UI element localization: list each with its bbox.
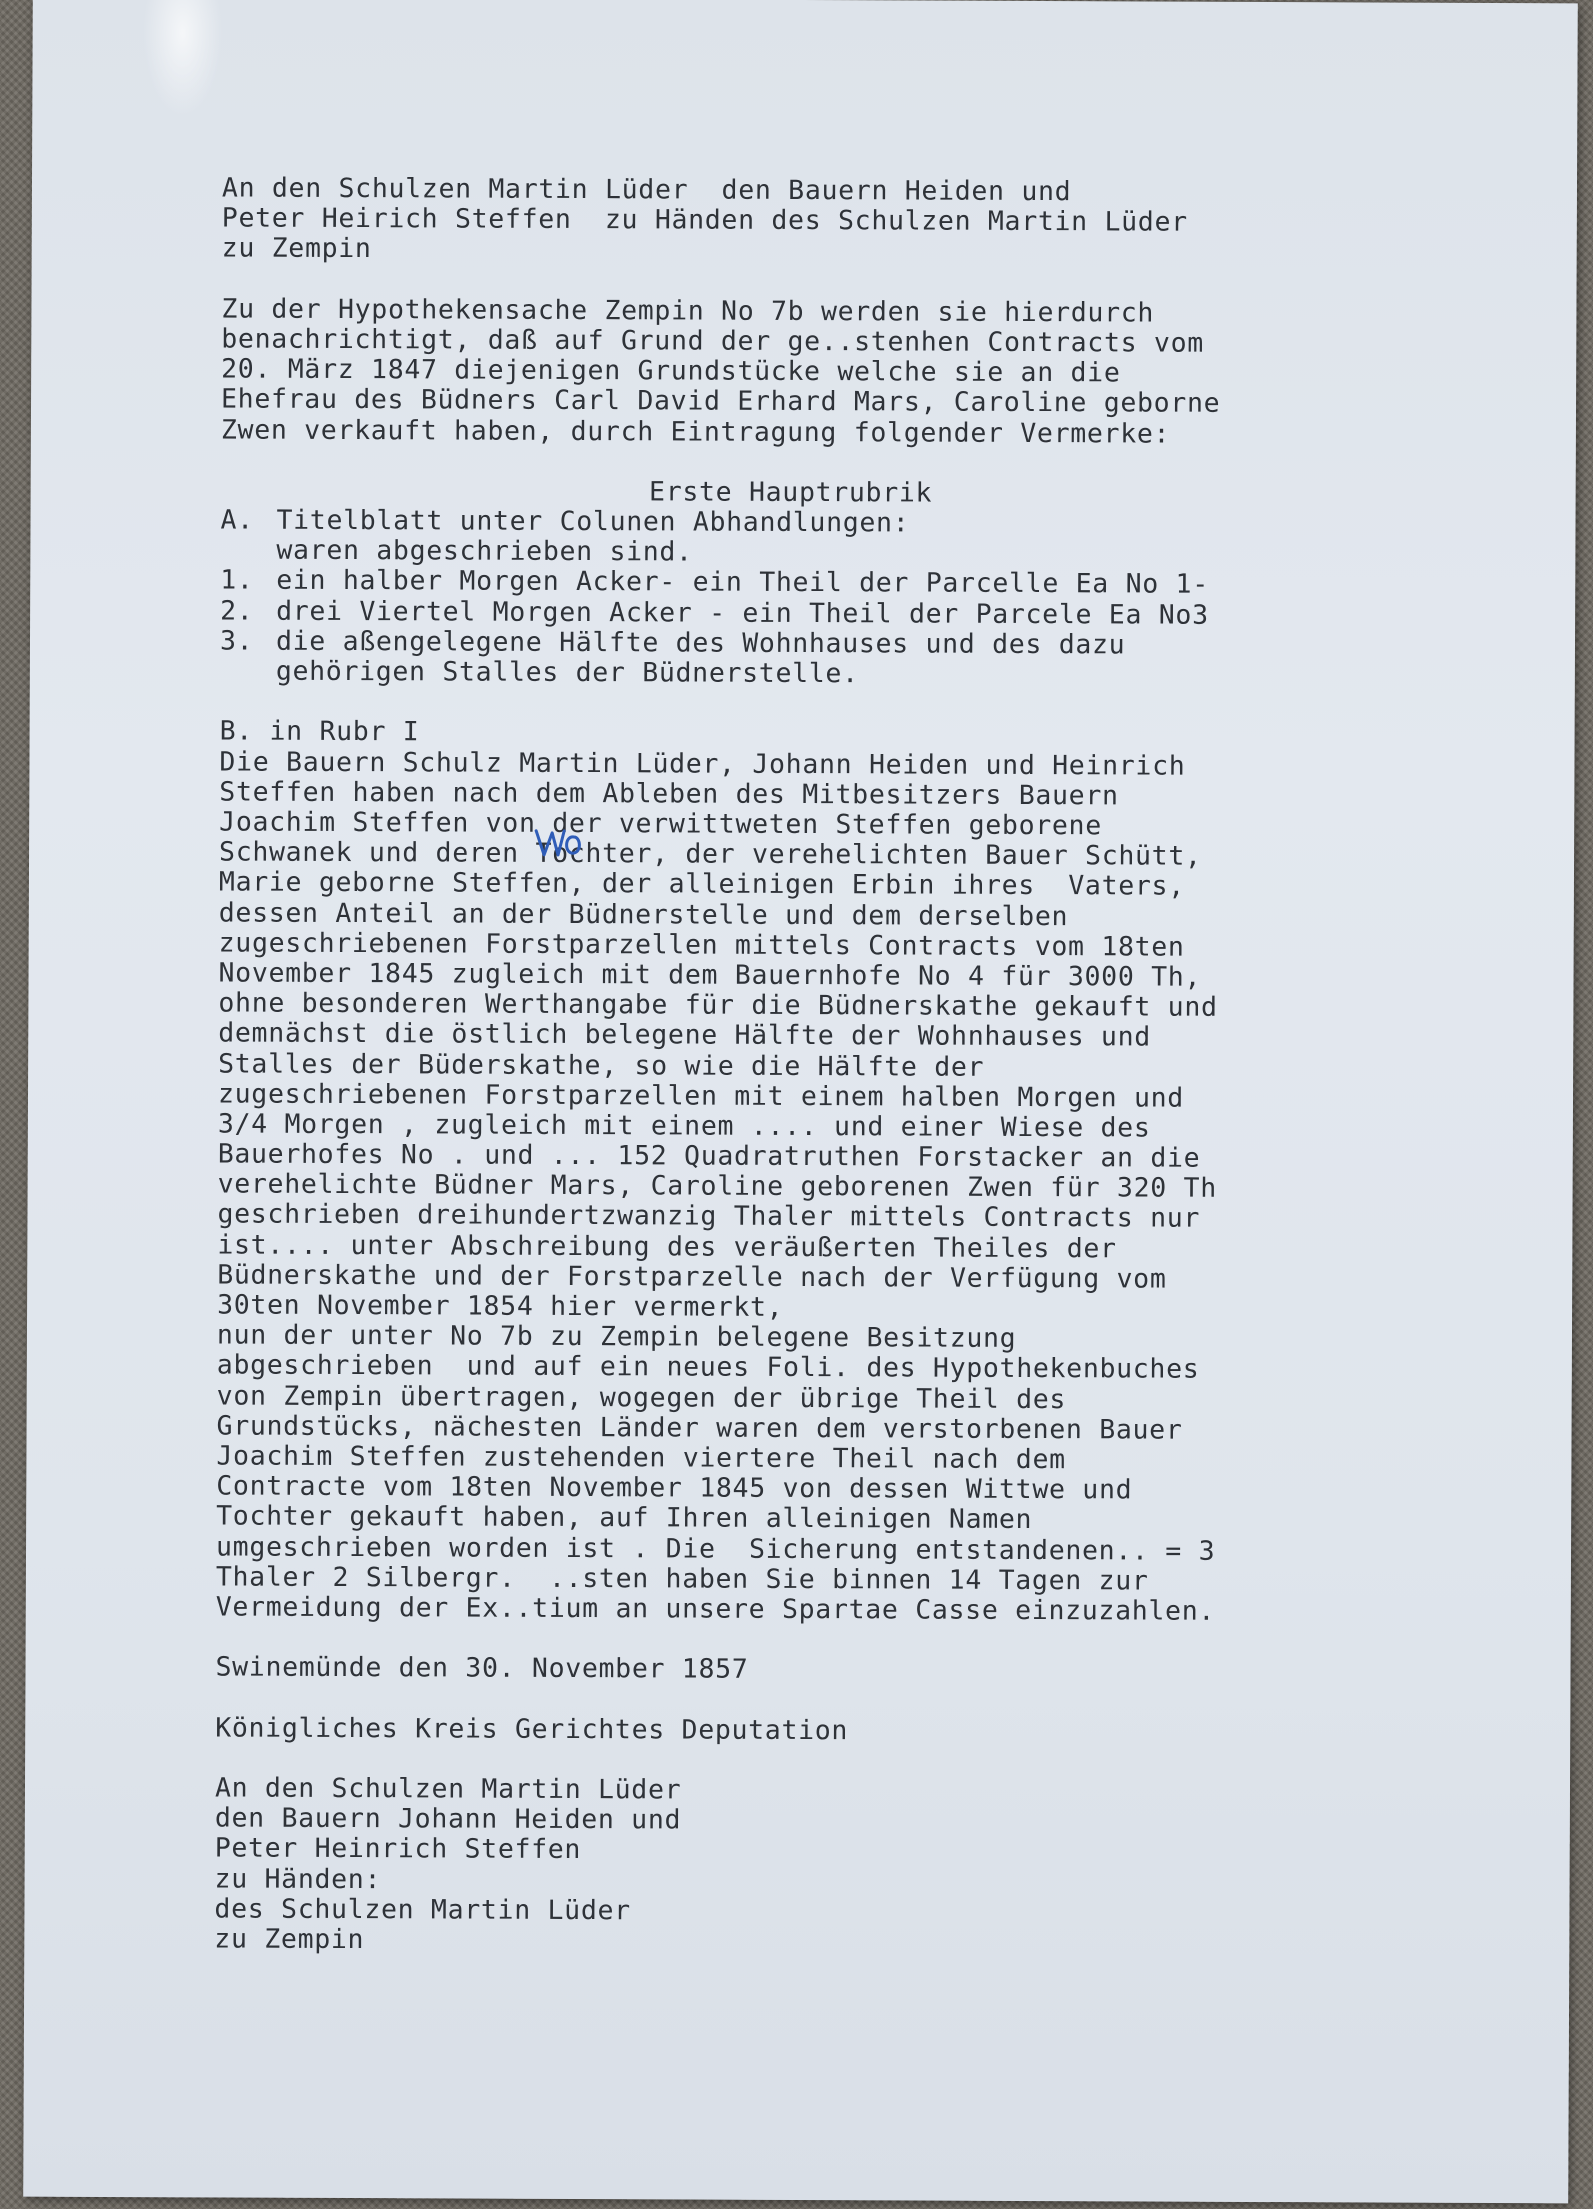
section-b-line: umgeschrieben worden ist . Die Sicherung entstandenen.. = 3 — [215, 1530, 1216, 1567]
section-a-line: waren abgeschrieben sind. — [276, 534, 693, 568]
authority-signature: Königliches Kreis Gerichtes Deputation — [215, 1712, 849, 1746]
handwritten-correction-mark — [534, 825, 582, 861]
section-b-line: 30ten November 1854 hier vermerkt, — [217, 1289, 784, 1323]
address-bottom — [214, 1773, 1505, 1960]
section-b-line: demnächst die östlich belegene Hälfte der Wohnhauses und — [218, 1017, 1152, 1053]
address-bottom-line: des Schulzen Martin Lüder — [214, 1893, 631, 1927]
section-b-line: Contracte vom 18ten November 1845 von dessen Wittwe und — [216, 1470, 1133, 1506]
address-bottom-line: zu Zempin — [214, 1923, 365, 1956]
section-b-paragraph — [216, 747, 1510, 1628]
list-item-marker: 3. — [219, 625, 254, 657]
section-b-line: von Zempin übertragen, wogegen der übrige Theil des — [216, 1380, 1067, 1415]
address-top-line: An den Schulzen Martin Lüder den Bauern Heiden und — [221, 172, 1072, 208]
intro-line: benachrichtigt, daß auf Grund der ge..stenhen Contracts vom — [221, 323, 1204, 359]
address-top-line: Peter Heirich Steffen zu Händen des Schulzen Martin Lüder — [221, 202, 1188, 238]
list-item-text: gehörigen Stalles der Büdnerstelle. — [275, 655, 859, 690]
address-top-line: zu Zempin — [221, 232, 372, 265]
section-b-line: November 1845 zugleich mit dem Bauernhofe No 4 für 3000 Th, — [218, 957, 1202, 993]
paper-fold — [142, 0, 223, 117]
section-b-line: geschrieben dreihundertzwanzig Thaler mittels Contracts nur — [217, 1198, 1201, 1235]
section-b-line: ist.... unter Abschreibung des veräußerten Theiles der — [217, 1229, 1117, 1265]
address-bottom-line: den Bauern Johann Heiden und — [214, 1802, 682, 1836]
intro-line: Ehefrau des Büdners Carl David Erhard Mars, Caroline geborne — [220, 383, 1221, 420]
section-b-line: Thaler 2 Silbergr. ..sten haben Sie binnen 14 Tagen zur — [215, 1561, 1149, 1597]
section-b-line: Vermeidung der Ex..tium an unsere Spartae Casse einzuzahlen. — [215, 1591, 1216, 1627]
section-b-line: zugeschriebenen Forstparzellen mit einem halben Morgen und — [217, 1078, 1185, 1114]
address-bottom-line: zu Händen: — [214, 1863, 382, 1895]
address-bottom-line: Peter Heinrich Steffen — [214, 1832, 582, 1866]
intro-line: Zu der Hypothekensache Zempin No 7b werden sie hierdurch — [221, 293, 1155, 329]
letter-body — [214, 173, 1512, 1960]
place-date: Swinemünde den 30. November 1857 — [215, 1651, 749, 1686]
intro-paragraph — [221, 294, 1512, 451]
section-heading: Erste Hauptrubrik — [649, 476, 933, 509]
section-b-line: Bauerhofes No . und ... 152 Quadratruthen Forstacker an die — [217, 1138, 1201, 1174]
address-top — [222, 173, 1512, 269]
section-b-line: Die Bauern Schulz Martin Lüder, Johann Heiden und Heinrich — [219, 746, 1186, 782]
section-b-line: 3/4 Morgen , zugleich mit einem .... und einer Wiese des — [217, 1108, 1151, 1144]
address-bottom-line: An den Schulzen Martin Lüder — [214, 1772, 682, 1806]
section-b-line: verehelichte Büdner Mars, Caroline geborenen Zwen für 320 Th — [217, 1168, 1217, 1205]
section-b-line: ohne besonderen Werthangabe für die Büdnerskathe gekauft und — [218, 987, 1218, 1023]
section-b-line: Stalles der Büderskathe, so wie die Hälfte der — [218, 1047, 985, 1083]
section-b-line: dessen Anteil an der Büdnerstelle und dem derselben — [218, 897, 1069, 932]
section-b-line: Joachim Steffen zustehenden viertere Theil nach dem — [216, 1440, 1066, 1476]
intro-line: 20. März 1847 diejenigen Grundstücke welche sie an die — [221, 353, 1121, 389]
paper-sheet — [23, 0, 1578, 2203]
section-a-marker: A. — [220, 504, 254, 536]
section-b-line: Marie geborne Steffen, der alleinigen Erbin ihres Vaters, — [218, 866, 1185, 903]
section-b-line: Joachim Steffen von der verwittweten Steffen geborene — [219, 806, 1102, 842]
section-b-heading: B. in Rubr I — [219, 715, 420, 748]
section-b-line: zugeschriebenen Forstparzellen mittels Contracts vom 18ten — [218, 927, 1185, 963]
section-b-line: Steffen haben nach dem Ableben des Mitbesitzers Bauern — [219, 776, 1119, 812]
list-item-marker: 1. — [220, 564, 254, 597]
section-a — [220, 506, 1511, 693]
list-item-text: ein halber Morgen Acker- ein Theil der Parcelle Ea No 1- — [276, 565, 1209, 601]
list-item-text: die aßengelegene Hälfte des Wohnhauses und des dazu — [275, 625, 1126, 661]
intro-line: Zwen verkauft haben, durch Eintragung folgender Vermerke: — [220, 413, 1171, 450]
list-item-text: drei Viertel Morgen Acker - ein Theil der Parcele Ea No3 — [276, 595, 1209, 631]
section-b-line: Tochter gekauft haben, auf Ihren alleinigen Namen — [216, 1500, 1033, 1536]
section-b-line: Büdnerskathe und der Forstparzelle nach der Verfügung vom — [217, 1259, 1167, 1295]
section-b-line: Grundstücks, nächesten Länder waren dem verstorbenen Bauer — [216, 1410, 1183, 1446]
section-a-line: Titelblatt unter Colunen Abhandlungen: — [276, 504, 910, 539]
section-b-line: abgeschrieben und auf ein neues Foli. des Hypothekenbuches — [216, 1349, 1200, 1386]
section-b-line: Schwanek und deren Tochter, der verehelichten Bauer Schütt, — [219, 836, 1202, 872]
list-item-marker: 2. — [220, 595, 254, 627]
section-b-line: nun der unter No 7b zu Zempin belegene Besitzung — [216, 1319, 1017, 1355]
